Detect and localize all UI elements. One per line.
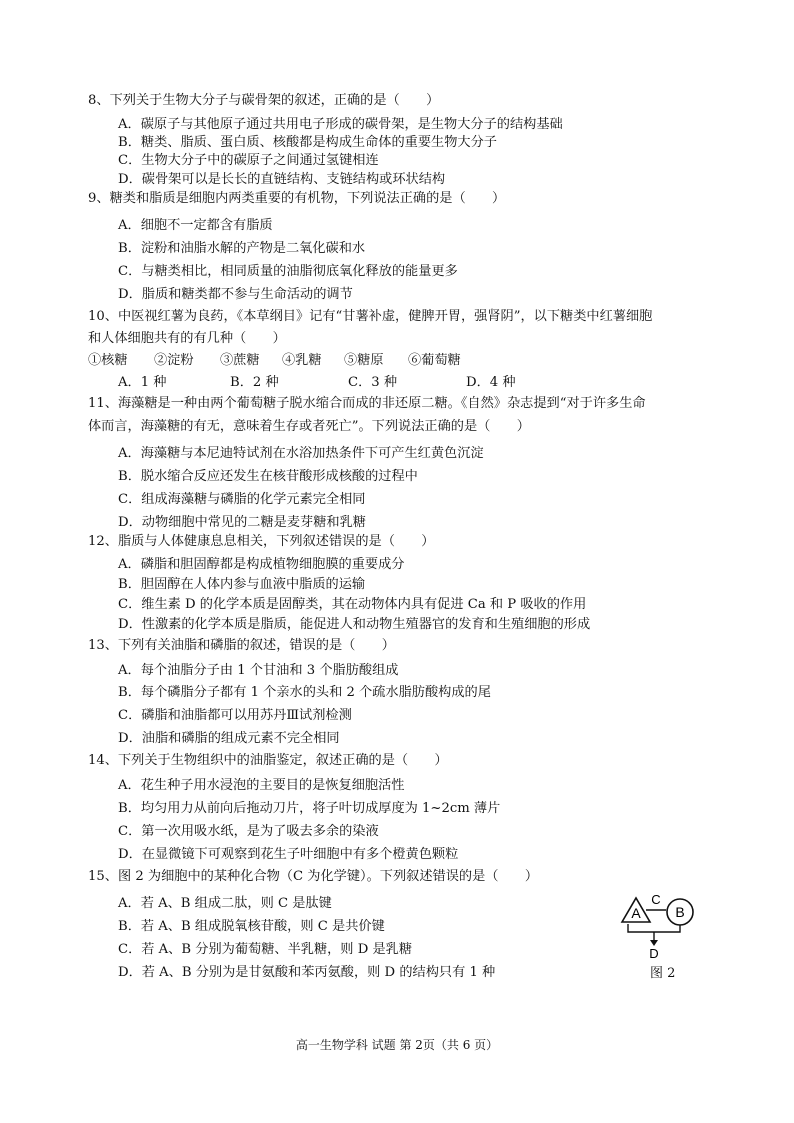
question-8-option-a: A．碳原子与其他原子通过共用电子形成的碳骨架，是生物大分子的结构基础 [118, 117, 563, 132]
question-10-items [88, 352, 461, 370]
question-11-stem-line1: 11、海藻糖是一种由两个葡萄糖子脱水缩合而成的非还原二糖。《自然》杂志提到“对于许多生命 [88, 396, 646, 411]
question-9-option-c: C．与糖类相比，相同质量的油脂彻底氧化释放的能量更多 [118, 264, 458, 279]
question-12-option-a: A．磷脂和胆固醇都是构成植物细胞膜的重要成分 [118, 557, 405, 572]
question-12-option-b: B．胆固醇在人体内参与血液中脂质的运输 [118, 577, 366, 592]
question-13-option-b: B．每个磷脂分子都有 1 个亲水的头和 2 个疏水脂肪酸构成的尾 [118, 685, 491, 700]
item-1: ①核糖 [88, 353, 128, 368]
label-a: A [631, 905, 641, 921]
item-4: ④乳糖 [282, 353, 322, 368]
question-13-option-d: D．油脂和磷脂的组成元素不完全相同 [118, 731, 340, 746]
figure-2-caption: 图 2 [650, 966, 676, 981]
question-9-option-b: B．淀粉和油脂水解的产物是二氧化碳和水 [118, 241, 366, 256]
question-11-option-a: A．海藻糖与本尼迪特试剂在水浴加热条件下可产生红黄色沉淀 [118, 446, 484, 461]
item-6: ⑥葡萄糖 [408, 353, 461, 368]
question-10-stem-line2: 和人体细胞共有的有几种（ ） [88, 331, 286, 346]
question-10-option-d: D．4 种 [466, 375, 516, 390]
question-9-option-a: A．细胞不一定都含有脂质 [118, 218, 273, 233]
question-10-option-b: B．2 种 [230, 375, 279, 390]
question-15-stem: 15、图 2 为细胞中的某种化合物（C 为化学键）。下列叙述错误的是（ ） [88, 869, 539, 884]
question-8-option-b: B．糖类、脂质、蛋白质、核酸都是构成生命体的重要生物大分子 [118, 135, 497, 150]
item-3: ③蔗糖 [220, 353, 260, 368]
item-5: ⑤糖原 [344, 353, 384, 368]
question-13-option-c: C．磷脂和油脂都可以用苏丹Ⅲ试剂检测 [118, 708, 352, 723]
bracket-line [628, 924, 680, 932]
item-2: ②淀粉 [154, 353, 194, 368]
question-14-option-d: D．在显微镜下可观察到花生子叶细胞中有多个橙黄色颗粒 [118, 847, 459, 862]
question-14-stem: 14、下列关于生物组织中的油脂鉴定，叙述正确的是（ ） [88, 753, 448, 768]
question-15-option-a: A．若 A、B 组成二肽，则 C 是肽键 [118, 896, 332, 911]
question-10-option-a: A．1 种 [118, 375, 167, 390]
question-9-stem: 9、糖类和脂质是细胞内两类重要的有机物，下列说法正确的是（ ） [88, 191, 506, 206]
question-12-option-c: C．维生素 D 的化学本质是固醇类，其在动物体内具有促进 Ca 和 P 吸收的作用 [118, 597, 587, 612]
question-12-option-d: D．性激素的化学本质是脂质，能促进人和动物生殖器官的发育和生殖细胞的形成 [118, 617, 591, 632]
question-10-options [118, 374, 516, 392]
question-12-stem: 12、脂质与人体健康息息相关，下列叙述错误的是（ ） [88, 534, 435, 549]
page-footer: 高一生物学科 试题 第 2页（共 6 页） [295, 1038, 499, 1052]
question-8-stem: 8、下列关于生物大分子与碳骨架的叙述，正确的是（ ） [88, 93, 440, 108]
question-8-option-d: D．碳骨架可以是长长的直链结构、支链结构或环状结构 [118, 172, 446, 187]
question-15-option-d: D．若 A、B 分别为是甘氨酸和苯丙氨酸，则 D 的结构只有 1 种 [118, 965, 496, 980]
question-14-option-a: A．花生种子用水浸泡的主要目的是恢复细胞活性 [118, 778, 405, 793]
question-11-stem-line2: 体而言，海藻糖的有无，意味着生存或者死亡”。下列说法正确的是（ ） [88, 419, 530, 434]
question-13-option-a: A．每个油脂分子由 1 个甘油和 3 个脂肪酸组成 [118, 663, 399, 678]
question-9-option-d: D．脂质和糖类都不参与生命活动的调节 [118, 287, 353, 302]
question-14-option-b: B．均匀用力从前向后拖动刀片，将子叶切成厚度为 1~2cm 薄片 [118, 801, 501, 816]
question-11-option-c: C．组成海藻糖与磷脂的化学元素完全相同 [118, 492, 366, 507]
question-10-option-c: C．3 种 [348, 375, 398, 390]
question-11-option-d: D．动物细胞中常见的二糖是麦芽糖和乳糖 [118, 515, 366, 530]
question-10-stem-line1: 10、中医视红薯为良药，《本草纲目》记有“甘薯补虚，健脾开胃，强肾阴”，以下糖类中红薯细胞 [88, 309, 653, 324]
question-14-option-c: C．第一次用吸水纸，是为了吸去多余的染液 [118, 824, 379, 839]
question-11-option-b: B．脱水缩合反应还发生在核苷酸形成核酸的过程中 [118, 469, 418, 484]
question-15-option-c: C．若 A、B 分别为葡萄糖、半乳糖，则 D 是乳糖 [118, 942, 413, 957]
question-13-stem: 13、下列有关油脂和磷脂的叙述，错误的是（ ） [88, 638, 395, 653]
label-c: C [651, 892, 661, 907]
label-d: D [649, 946, 659, 961]
question-15-option-b: B．若 A、B 组成脱氧核苷酸，则 C 是共价键 [118, 919, 385, 934]
label-b: B [675, 904, 685, 920]
question-8-option-c: C．生物大分子中的碳原子之间通过氢键相连 [118, 153, 379, 168]
